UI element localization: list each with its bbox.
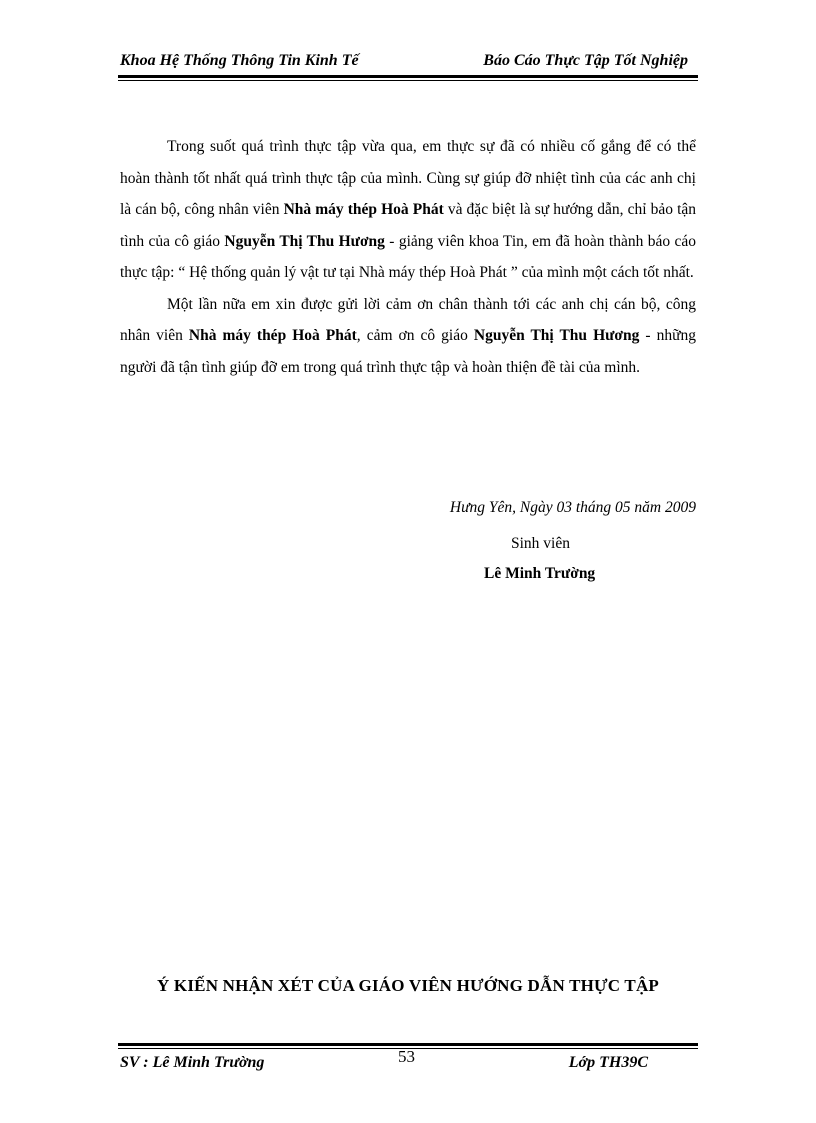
page-footer [120,1047,696,1076]
footer-rule-thick [118,1043,698,1046]
paragraph-acknowledgement-2 [120,289,696,384]
p2-text-3: - những người đã tận tình giúp đỡ em trong quá trình thực tập và hoàn thiện đề tài của mình. [120,327,697,376]
header-report-title: Báo Cáo Thực Tập Tốt Nghiệp [483,52,688,69]
header-rule-thick [118,75,698,78]
p2-company-name: Nhà máy thép Hoà Phát [188,327,357,344]
header-department: Khoa Hệ Thống Thông Tin Kinh Tế [120,52,359,69]
section-title: Ý KIẾN NHẬN XÉT CỦA GIÁO VIÊN HƯỚNG DẪN THỰC TẬP [156,976,660,995]
signature-date: Hưng Yên, Ngày 03 tháng 05 năm 2009 [449,499,696,516]
p2-text-2: , cảm ơn cô giáo [356,327,474,344]
body-text [120,131,696,383]
header-rule-thin [118,80,698,81]
p2-teacher-name: Nguyễn Thị Thu Hương [473,327,640,344]
footer-student: SV : Lê Minh Trường [120,1054,265,1071]
p1-teacher-name: Nguyễn Thị Thu Hương [224,232,385,250]
p1-company-name: Nhà máy thép Hoà Phát [283,201,444,218]
footer-class: Lớp TH39C [568,1054,648,1071]
signature-name: Lê Minh Trường [484,565,596,582]
p2-text-1: Một lần nữa em xin được gửi lời cảm ơn chân thành tới các anh chị cán bộ, công nhân viên [120,295,696,344]
p1-text-3: - giảng viên khoa Tin, em đã hoàn thành báo cáo thực tập: “ Hệ thống quản lý vật tư tại Nhà máy thép Hoà Phát ” của mình một cách tốt nhất. [120,232,696,281]
page-number: 53 [398,1047,415,1066]
paragraph-acknowledgement-1 [120,131,696,289]
signature-role: Sinh viên [511,535,570,552]
p1-text-2: và đặc biệt là sự hướng dẫn, chỉ bảo tận tình của cô giáo [120,201,697,250]
page-header [120,50,696,74]
p1-text-1: Trong suốt quá trình thực tập vừa qua, em thực sự đã có nhiều cố gắng để có thể hoàn thành tốt nhất quá trình thực tập của mình. Cùng sự giúp đỡ nhiệt tình của các anh chị là cán bộ, công nhân viên [120,138,696,218]
